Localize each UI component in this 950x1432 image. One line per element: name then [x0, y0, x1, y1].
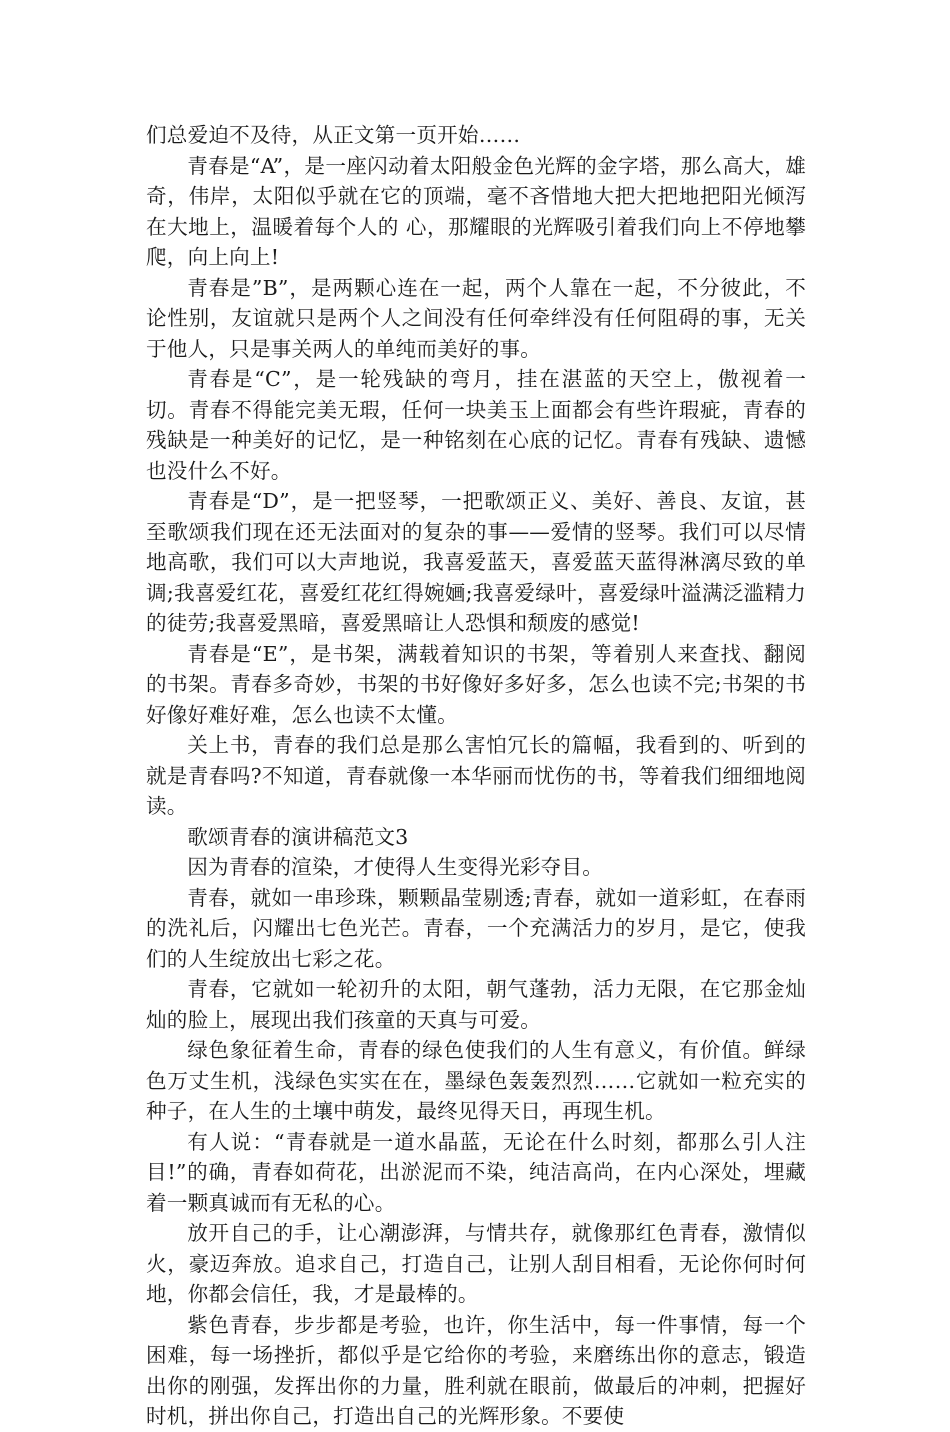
document-body	[146, 120, 806, 1432]
paragraph-pearls: 青春，就如一串珍珠，颗颗晶莹剔透;青春，就如一道彩虹，在春雨的洗礼后，闪耀出七色光芒。青春，一个充满活力的岁月，是它，使我们的人生绽放出七彩之花。	[146, 885, 806, 971]
paragraph-blue: 有人说：“青春就是一道水晶蓝，无论在什么时刻，都那么引人注目!”的确，青春如荷花，出淤泥而不染，纯洁高尚，在内心深处，埋藏着一颗真诚而有无私的心。	[146, 1129, 806, 1215]
paragraph-red: 放开自己的手，让心潮澎湃，与情共存，就像那红色青春，激情似火，豪迈奔放。追求自己，打造自己，让别人刮目相看，无论你何时何地，你都会信任，我，才是最棒的。	[146, 1221, 806, 1306]
paragraph-youth-d: 青春是“D”，是一把竖琴，一把歌颂正义、美好、善良、友谊，甚至歌颂我们现在还无法面对的复杂的事——爱情的竖琴。我们可以尽情地高歌，我们可以大声地说，我喜爱蓝天，喜爱蓝天蓝得淋漓尽致的单调;我喜爱红花，喜爱红花红得婉婳;我喜爱绿叶，喜爱绿叶溢满泛滥精力的徒劳;我喜爱黑暗，喜爱黑暗让人恐惧和颓废的感觉!	[146, 489, 806, 635]
paragraph-youth-b: 青春是”B”，是两颗心连在一起，两个人靠在一起，不分彼此，不论性别，友谊就只是两个人之间没有任何牵绊没有任何阻碍的事，无关于他人，只是事关两人的单纯而美好的事。	[146, 275, 806, 361]
paragraph-purple: 紫色青春，步步都是考验，也许，你生活中，每一件事情，每一个困难，每一场挫折，都似乎是它给你的考验，来磨练出你的意志，锻造出你的刚强，发挥出你的力量，胜利就在眼前，做最后的冲刺，把握好时机，拼出你自己，打造出自己的光辉形象。不要使	[146, 1312, 806, 1428]
paragraph-youth-c: 青春是“C”，是一轮残缺的弯月，挂在湛蓝的天空上，傲视着一切。青春不得能完美无瑕，任何一块美玉上面都会有些许瑕疵，青春的残缺是一种美好的记忆，是一种铭刻在心底的记忆。青春有残缺、遗憾也没什么不好。	[146, 367, 806, 483]
paragraph-continuation: 们总爱迫不及待，从正文第一页开始……	[146, 123, 521, 147]
paragraph-youth-e: 青春是“E”，是书架，满载着知识的书架，等着别人来查找、翻阅的书架。青春多奇妙，书架的书好像好多好多，怎么也读不完;书架的书好像好难好难，怎么也读不太懂。	[146, 641, 806, 727]
paragraph-sun: 青春，它就如一轮初升的太阳，朝气蓬勃，活力无限，在它那金灿灿的脸上，展现出我们孩童的天真与可爱。	[146, 977, 806, 1032]
paragraph-youth-a: 青春是“A”，是一座闪动着太阳般金色光辉的金字塔，那么高大，雄奇，伟岸，太阳似乎就在它的顶端，毫不吝惜地大把大把地把阳光倾泻在大地上，温暖着每个人的 心，那耀眼的光辉吸引着我们向上不停地攀爬，向上向上!	[146, 153, 806, 269]
paragraph-green: 绿色象征着生命，青春的绿色使我们的人生有意义，有价值。鲜绿色万丈生机，浅绿色实实在在，墨绿色轰轰烈烈……它就如一粒充实的种子，在人生的土壤中萌发，最终见得天日，再现生机。	[146, 1038, 806, 1123]
paragraph-close-book: 关上书，青春的我们总是那么害怕冗长的篇幅，我看到的、听到的就是青春吗?不知道，青春就像一本华丽而忧伤的书，等着我们细细地阅读。	[146, 733, 806, 818]
section-heading: 歌颂青春的演讲稿范文3	[187, 824, 409, 849]
paragraph-intro: 因为青春的渲染，才使得人生变得光彩夺目。	[187, 855, 604, 879]
